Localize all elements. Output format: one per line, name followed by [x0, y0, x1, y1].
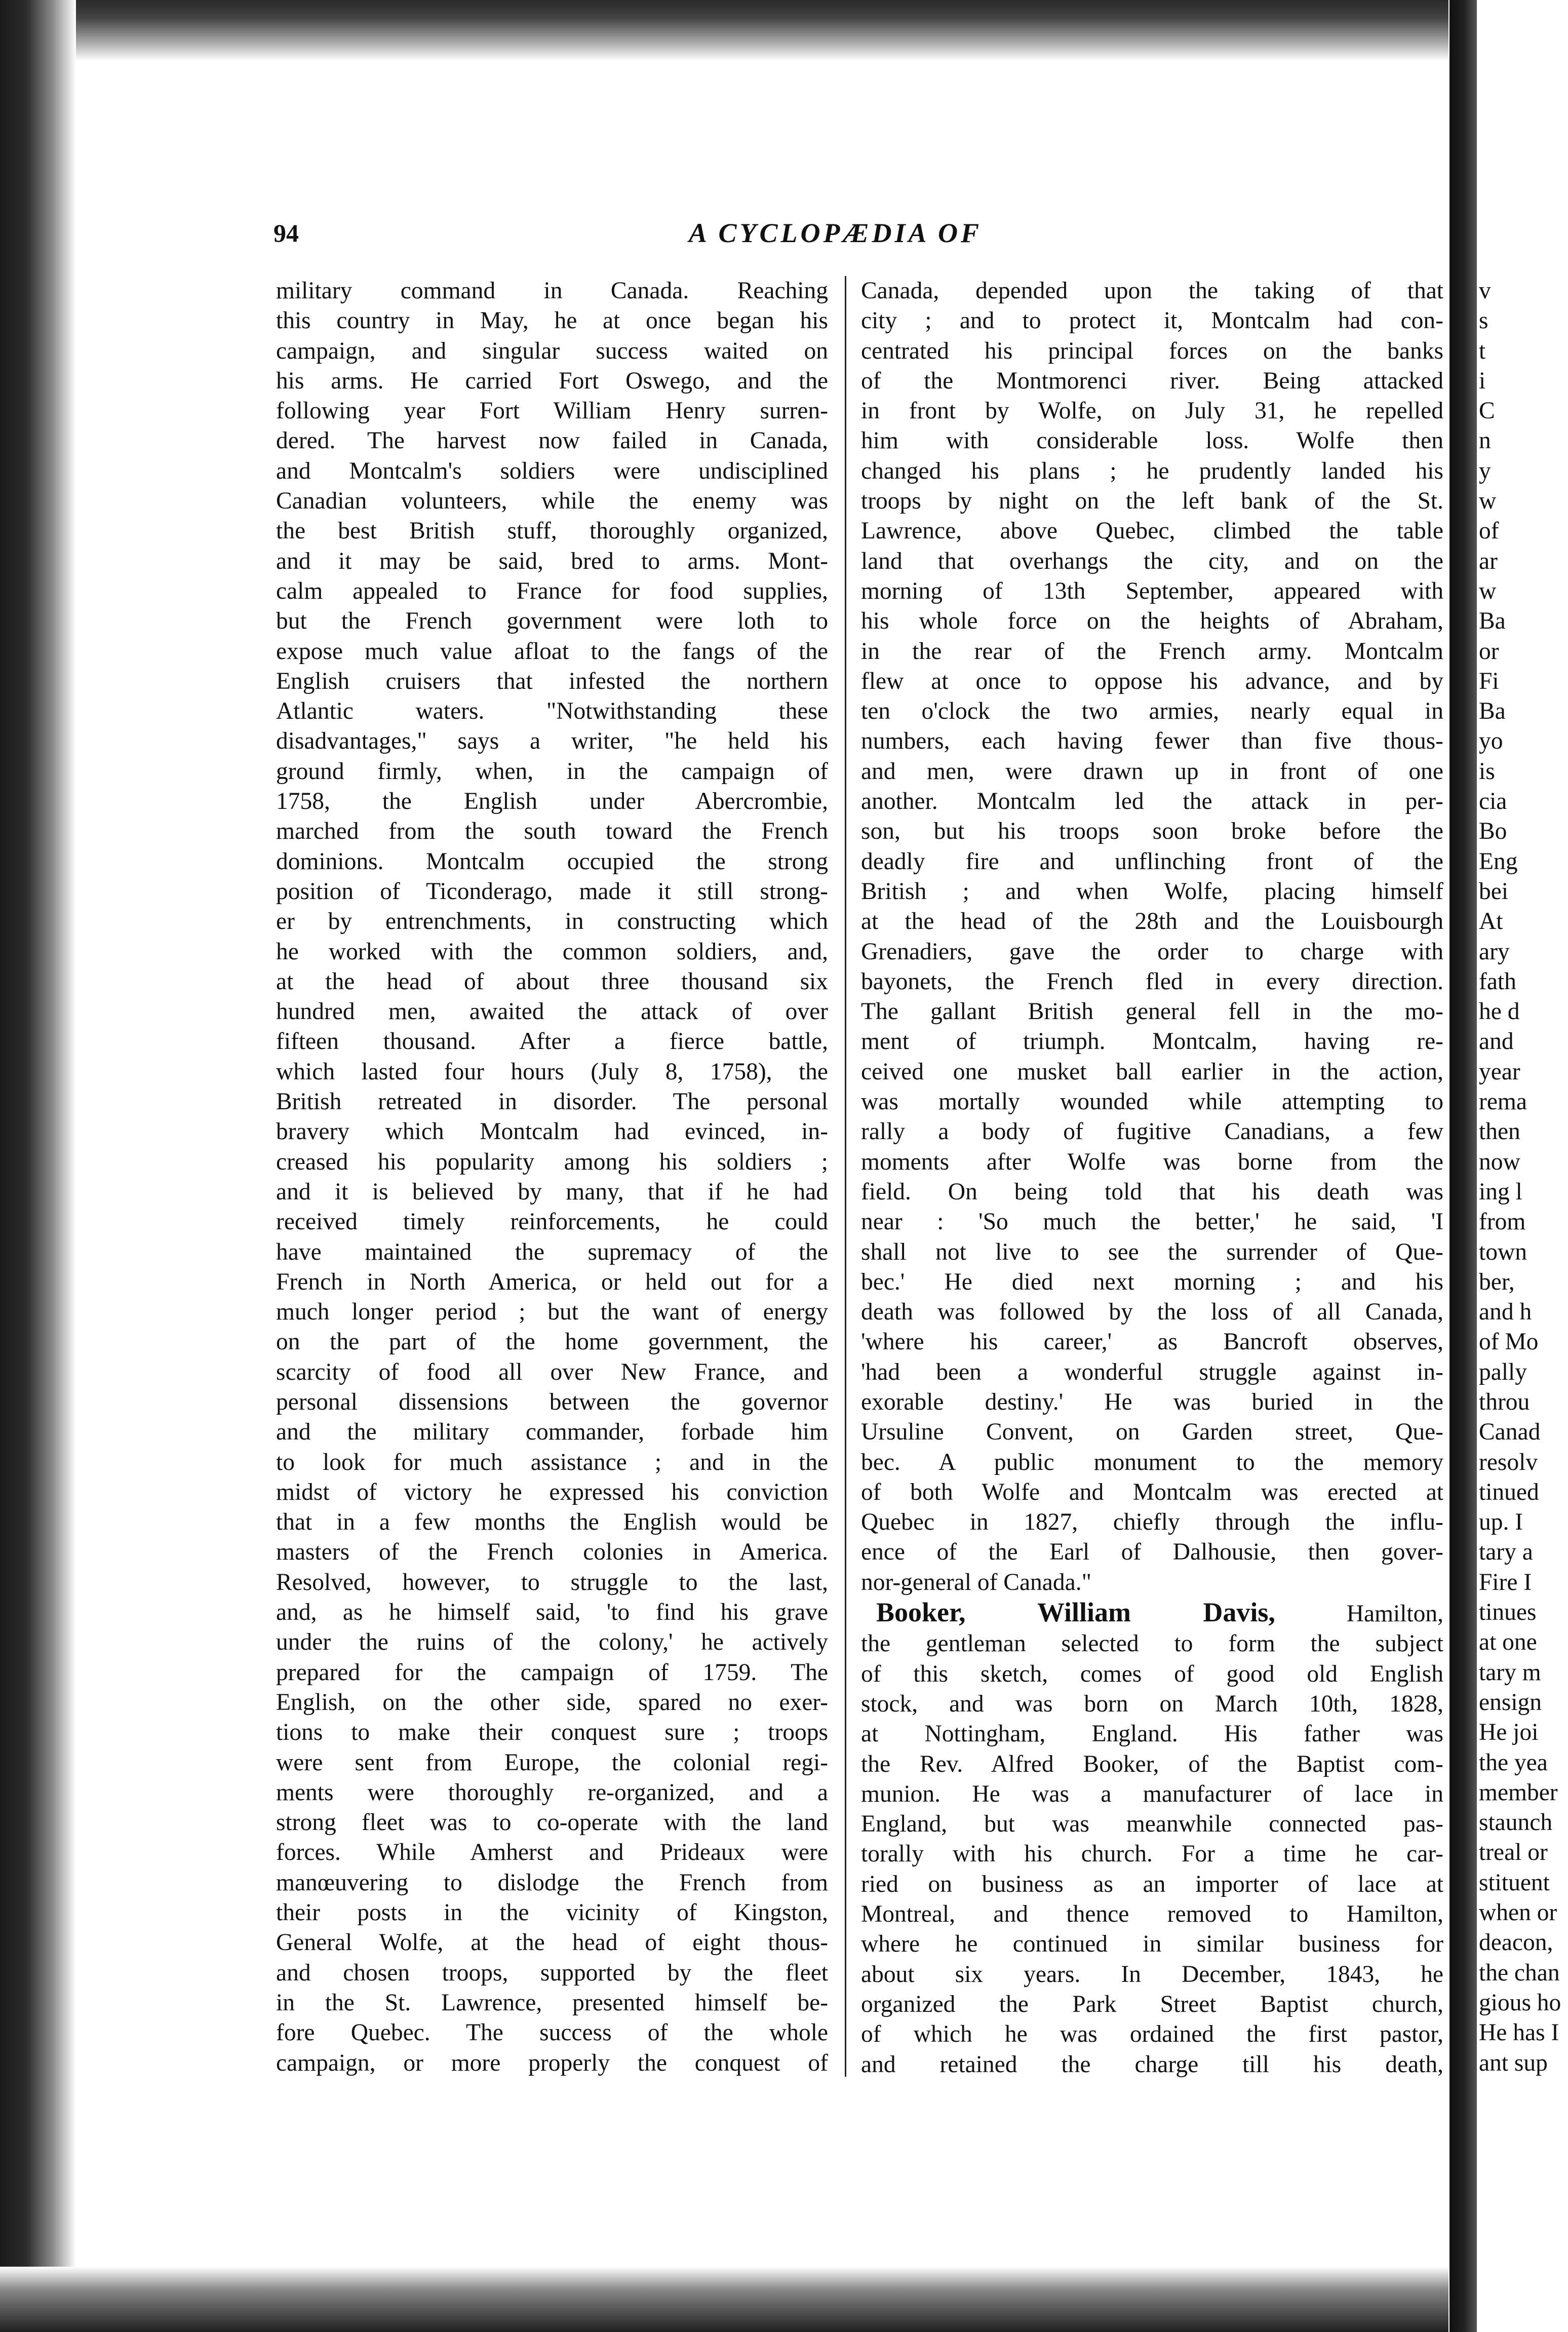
adjacent-page-line: up. I — [1479, 1509, 1523, 1536]
text-line: was mortally wounded while attempting to — [861, 1089, 1443, 1115]
text-line: Ursuline Convent, on Garden street, Que- — [861, 1419, 1443, 1446]
adjacent-page-line: n — [1479, 427, 1491, 454]
adjacent-page-line: pally — [1479, 1358, 1527, 1385]
adjacent-page-line: ing l — [1479, 1178, 1522, 1205]
text-line: campaign, or more properly the conquest of — [276, 2049, 828, 2076]
text-line: but the French government were loth to — [276, 608, 828, 635]
fold-shadow — [1449, 0, 1477, 2332]
text-line: and retained the charge till his death, — [861, 2051, 1443, 2078]
text-line: ten o'clock the two armies, nearly equal in — [861, 698, 1443, 725]
text-line: much longer period ; but the want of energy — [276, 1299, 828, 1326]
text-line: England, but was meanwhile connected pas- — [861, 1811, 1443, 1838]
text-line: city ; and to protect it, Montcalm had con- — [861, 307, 1443, 334]
adjacent-page-line: bei — [1479, 878, 1509, 905]
text-line: the best British stuff, thoroughly organized, — [276, 518, 828, 545]
column-rule — [845, 276, 846, 2077]
text-line: the Rev. Alfred Booker, of the Baptist com- — [861, 1751, 1443, 1777]
adjacent-page-line: tary a — [1479, 1539, 1533, 1566]
text-line: position of Ticonderago, made it still strong- — [276, 878, 828, 905]
text-line: deadly fire and unflinching front of the — [861, 848, 1443, 875]
text-line: fore Quebec. The success of the whole — [276, 2019, 828, 2046]
adjacent-page-line: is — [1479, 758, 1495, 785]
adjacent-page-line: the yea — [1479, 1749, 1548, 1776]
text-line: Atlantic waters. "Notwithstanding these — [276, 698, 828, 725]
text-line: Lawrence, above Quebec, climbed the table — [861, 518, 1443, 545]
text-line: hundred men, awaited the attack of over — [276, 998, 828, 1025]
adjacent-page-line: of Mo — [1479, 1329, 1539, 1355]
text-line: prepared for the campaign of 1759. The — [276, 1659, 828, 1686]
adjacent-page-fragment — [1479, 276, 1568, 2076]
adjacent-page-line: when or — [1479, 1899, 1557, 1926]
text-line: English cruisers that infested the northern — [276, 668, 828, 694]
scan-left-edge — [0, 0, 76, 2332]
text-line: field. On being told that his death was — [861, 1178, 1443, 1205]
adjacent-page-line: now — [1479, 1148, 1520, 1175]
text-line: ment of triumph. Montcalm, having re- — [861, 1028, 1443, 1055]
adjacent-page-line: Ba — [1479, 608, 1506, 635]
text-line: of both Wolfe and Montcalm was erected at — [861, 1479, 1443, 1505]
text-line: death was followed by the loss of all Canada, — [861, 1299, 1443, 1326]
adjacent-page-line: yo — [1479, 728, 1503, 755]
entry-heading-rest: Hamilton, — [1275, 1601, 1443, 1627]
adjacent-page-line: ant sup — [1479, 2049, 1548, 2076]
text-line: of which he was ordained the first pastor, — [861, 2021, 1443, 2048]
text-line: were sent from Europe, the colonial regi- — [276, 1749, 828, 1776]
text-line: that in a few months the English would be — [276, 1509, 828, 1536]
text-line: strong fleet was to co-operate with the land — [276, 1809, 828, 1836]
text-line: and men, were drawn up in front of one — [861, 758, 1443, 785]
scan-top-edge — [0, 0, 1568, 61]
adjacent-page-line: Eng — [1479, 848, 1518, 875]
text-line: in front by Wolfe, on July 31, he repelled — [861, 398, 1443, 424]
adjacent-page-line: tinued — [1479, 1479, 1539, 1505]
text-line: where he continued in similar business for — [861, 1931, 1443, 1958]
text-line: The gallant British general fell in the mo- — [861, 998, 1443, 1025]
adjacent-page-line: town — [1479, 1238, 1527, 1265]
text-line: in the St. Lawrence, presented himself be- — [276, 1989, 828, 2016]
adjacent-page-line: t — [1479, 337, 1486, 364]
text-line: have maintained the supremacy of the — [276, 1238, 828, 1265]
text-line: disadvantages," says a writer, "he held his — [276, 728, 828, 755]
text-line: following year Fort William Henry surren- — [276, 398, 828, 424]
text-line: son, but his troops soon broke before the — [861, 818, 1443, 845]
adjacent-page-line: ber, — [1479, 1268, 1515, 1295]
adjacent-page-line: and — [1479, 1028, 1514, 1055]
adjacent-page-line: w — [1479, 488, 1497, 515]
adjacent-page-line: member — [1479, 1779, 1558, 1806]
running-title: A CYCLOPÆDIA OF — [689, 218, 983, 248]
entry-heading-line — [861, 1598, 1443, 1629]
text-line: bec. A public monument to the memory — [861, 1449, 1443, 1475]
text-line: forces. While Amherst and Prideaux were — [276, 1839, 828, 1866]
text-line: this country in May, he at once began his — [276, 307, 828, 334]
text-line: er by entrenchments, in constructing which — [276, 908, 828, 935]
adjacent-page-line: s — [1479, 307, 1488, 334]
text-line: and Montcalm's soldiers were undisciplined — [276, 457, 828, 484]
text-line: received timely reinforcements, he could — [276, 1209, 828, 1235]
text-line: his arms. He carried Fort Oswego, and the — [276, 367, 828, 394]
text-line: expose much value afloat to the fangs of the — [276, 638, 828, 665]
text-line: their posts in the vicinity of Kingston, — [276, 1899, 828, 1926]
text-line: at the head of the 28th and the Louisbourgh — [861, 908, 1443, 935]
text-line: in the rear of the French army. Montcalm — [861, 638, 1443, 665]
adjacent-page-line: y — [1479, 457, 1491, 484]
text-line: personal dissensions between the governor — [276, 1388, 828, 1415]
adjacent-page-line: ar — [1479, 548, 1498, 574]
adjacent-page-line: ary — [1479, 938, 1510, 965]
text-line: he worked with the common soldiers, and, — [276, 938, 828, 965]
text-line: stock, and was born on March 10th, 1828, — [861, 1690, 1443, 1717]
text-line: and, as he himself said, 'to find his grave — [276, 1599, 828, 1626]
text-line: 1758, the English under Abercrombie, — [276, 788, 828, 815]
adjacent-page-line: tinues — [1479, 1599, 1537, 1626]
text-line: campaign, and singular success waited on — [276, 337, 828, 364]
adjacent-page-line: Fire I — [1479, 1569, 1532, 1596]
text-line: ground firmly, when, in the campaign of — [276, 758, 828, 785]
text-line: of the Montmorenci river. Being attacked — [861, 367, 1443, 394]
adjacent-page-line: cia — [1479, 788, 1507, 815]
adjacent-page-line: the chan — [1479, 1959, 1560, 1986]
entry-heading: Booker, William Davis, — [876, 1597, 1275, 1628]
text-line: Montreal, and thence removed to Hamilton, — [861, 1901, 1443, 1928]
text-line: exorable destiny.' He was buried in the — [861, 1388, 1443, 1415]
adjacent-page-line: year — [1479, 1058, 1520, 1085]
text-line: British retreated in disorder. The personal — [276, 1089, 828, 1115]
text-line: near : 'So much the better,' he said, 'I — [861, 1209, 1443, 1235]
text-line: and chosen troops, supported by the fleet — [276, 1959, 828, 1986]
adjacent-page-line: gious ho — [1479, 1989, 1561, 2016]
text-line: 'had been a wonderful struggle against in- — [861, 1358, 1443, 1385]
text-line: nor-general of Canada." — [861, 1569, 1091, 1596]
adjacent-page-line: stituent — [1479, 1869, 1550, 1896]
adjacent-page-line: and h — [1479, 1299, 1532, 1326]
text-line: organized the Park Street Baptist church, — [861, 1991, 1443, 2017]
text-line: ence of the Earl of Dalhousie, then gover- — [861, 1539, 1443, 1566]
text-line: changed his plans ; he prudently landed his — [861, 457, 1443, 484]
adjacent-page-line: Bo — [1479, 818, 1507, 845]
text-line: munion. He was a manufacturer of lace in — [861, 1780, 1443, 1807]
text-line: to look for much assistance ; and in the — [276, 1449, 828, 1475]
adjacent-page-line: he d — [1479, 998, 1520, 1025]
text-line: ried on business as an importer of lace at — [861, 1871, 1443, 1897]
text-line: creased his popularity among his soldiers ; — [276, 1148, 828, 1175]
text-line: centrated his principal forces on the banks — [861, 337, 1443, 364]
adjacent-page-line: at one — [1479, 1629, 1537, 1656]
text-line: English, on the other side, spared no exer- — [276, 1689, 828, 1716]
text-line: the gentleman selected to form the subject — [861, 1630, 1443, 1657]
text-line: his whole force on the heights of Abraham, — [861, 608, 1443, 635]
text-line: midst of victory he expressed his conviction — [276, 1479, 828, 1505]
text-line: bec.' He died next morning ; and his — [861, 1268, 1443, 1295]
text-line: of this sketch, comes of good old English — [861, 1660, 1443, 1687]
text-line: marched from the south toward the French — [276, 818, 828, 845]
text-line: dered. The harvest now failed in Canada, — [276, 427, 828, 454]
text-line: fifteen thousand. After a fierce battle, — [276, 1028, 828, 1055]
scan-bottom-edge — [0, 2267, 1568, 2332]
text-line: shall not live to see the surrender of Que- — [861, 1238, 1443, 1265]
text-line: masters of the French colonies in America. — [276, 1539, 828, 1566]
text-line: General Wolfe, at the head of eight thous- — [276, 1929, 828, 1956]
adjacent-page-line: treal or — [1479, 1839, 1548, 1866]
text-line: tions to make their conquest sure ; troops — [276, 1719, 828, 1746]
adjacent-page-line: Ba — [1479, 698, 1506, 725]
adjacent-page-line: rema — [1479, 1089, 1527, 1115]
text-line: dominions. Montcalm occupied the strong — [276, 848, 828, 875]
text-line: moments after Wolfe was borne from the — [861, 1148, 1443, 1175]
text-line: which lasted four hours (July 8, 1758), the — [276, 1058, 828, 1085]
text-line: under the ruins of the colony,' he actively — [276, 1629, 828, 1656]
text-line: torally with his church. For a time he car- — [861, 1841, 1443, 1868]
left-column — [276, 276, 828, 2076]
text-line: and the military commander, forbade him — [276, 1419, 828, 1446]
text-line: about six years. In December, 1843, he — [861, 1961, 1443, 1988]
text-line: rally a body of fugitive Canadians, a few — [861, 1118, 1443, 1145]
text-line: morning of 13th September, appeared with — [861, 577, 1443, 604]
text-line: at Nottingham, England. His father was — [861, 1721, 1443, 1747]
text-line: 'where his career,' as Bancroft observes, — [861, 1329, 1443, 1355]
adjacent-page-line: tary m — [1479, 1659, 1541, 1686]
adjacent-page-line: fath — [1479, 968, 1516, 995]
text-line: scarcity of food all over New France, and — [276, 1358, 828, 1385]
text-line: on the part of the home government, the — [276, 1329, 828, 1355]
text-line: Grenadiers, gave the order to charge with — [861, 938, 1443, 965]
adjacent-page-line: then — [1479, 1118, 1520, 1145]
text-line: ments were thoroughly re-organized, and a — [276, 1779, 828, 1806]
text-line: Resolved, however, to struggle to the last, — [276, 1569, 828, 1596]
adjacent-page-line: staunch — [1479, 1809, 1553, 1836]
adjacent-page-line: He has I — [1479, 2019, 1559, 2046]
adjacent-page-line: Fi — [1479, 668, 1499, 694]
adjacent-page-line: or — [1479, 638, 1499, 665]
text-line: Canadian volunteers, while the enemy was — [276, 488, 828, 515]
text-line: him with considerable loss. Wolfe then — [861, 427, 1443, 454]
adjacent-page-line: At — [1479, 908, 1503, 935]
adjacent-page-line: Canad — [1479, 1419, 1541, 1446]
text-line: numbers, each having fewer than five thous- — [861, 728, 1443, 755]
text-line: Canada, depended upon the taking of that — [861, 278, 1443, 304]
text-line: ceived one musket ball earlier in the action, — [861, 1058, 1443, 1085]
adjacent-page-line: w — [1479, 577, 1497, 604]
adjacent-page-line: C — [1479, 398, 1495, 424]
text-line: and it is believed by many, that if he had — [276, 1178, 828, 1205]
adjacent-page-line: resolv — [1479, 1449, 1538, 1475]
text-line: land that overhangs the city, and on the — [861, 548, 1443, 574]
text-line: Quebec in 1827, chiefly through the influ- — [861, 1509, 1443, 1536]
running-head — [273, 215, 1443, 261]
text-line: calm appealed to France for food supplies, — [276, 577, 828, 604]
text-line: at the head of about three thousand six — [276, 968, 828, 995]
page-number: 94 — [273, 219, 299, 247]
adjacent-page-line: ensign — [1479, 1689, 1542, 1716]
text-line: another. Montcalm led the attack in per- — [861, 788, 1443, 815]
adjacent-page-line: throu — [1479, 1388, 1530, 1415]
text-line: flew at once to oppose his advance, and by — [861, 668, 1443, 694]
text-line: French in North America, or held out for a — [276, 1268, 828, 1295]
adjacent-page-line: v — [1479, 278, 1491, 304]
text-line: military command in Canada. Reaching — [276, 278, 828, 304]
text-line: manœuvering to dislodge the French from — [276, 1869, 828, 1896]
text-line: British ; and when Wolfe, placing himself — [861, 878, 1443, 905]
text-line: troops by night on the left bank of the St. — [861, 488, 1443, 515]
adjacent-page-line: from — [1479, 1209, 1526, 1235]
adjacent-page-line: deacon, — [1479, 1929, 1553, 1956]
text-line: bayonets, the French fled in every direction. — [861, 968, 1443, 995]
adjacent-page-line: of — [1479, 518, 1499, 545]
adjacent-page-line: He joi — [1479, 1719, 1539, 1746]
text-line: bravery which Montcalm had evinced, in- — [276, 1118, 828, 1145]
text-line: and it may be said, bred to arms. Mont- — [276, 548, 828, 574]
adjacent-page-line: i — [1479, 367, 1486, 394]
right-column — [861, 276, 1443, 2078]
